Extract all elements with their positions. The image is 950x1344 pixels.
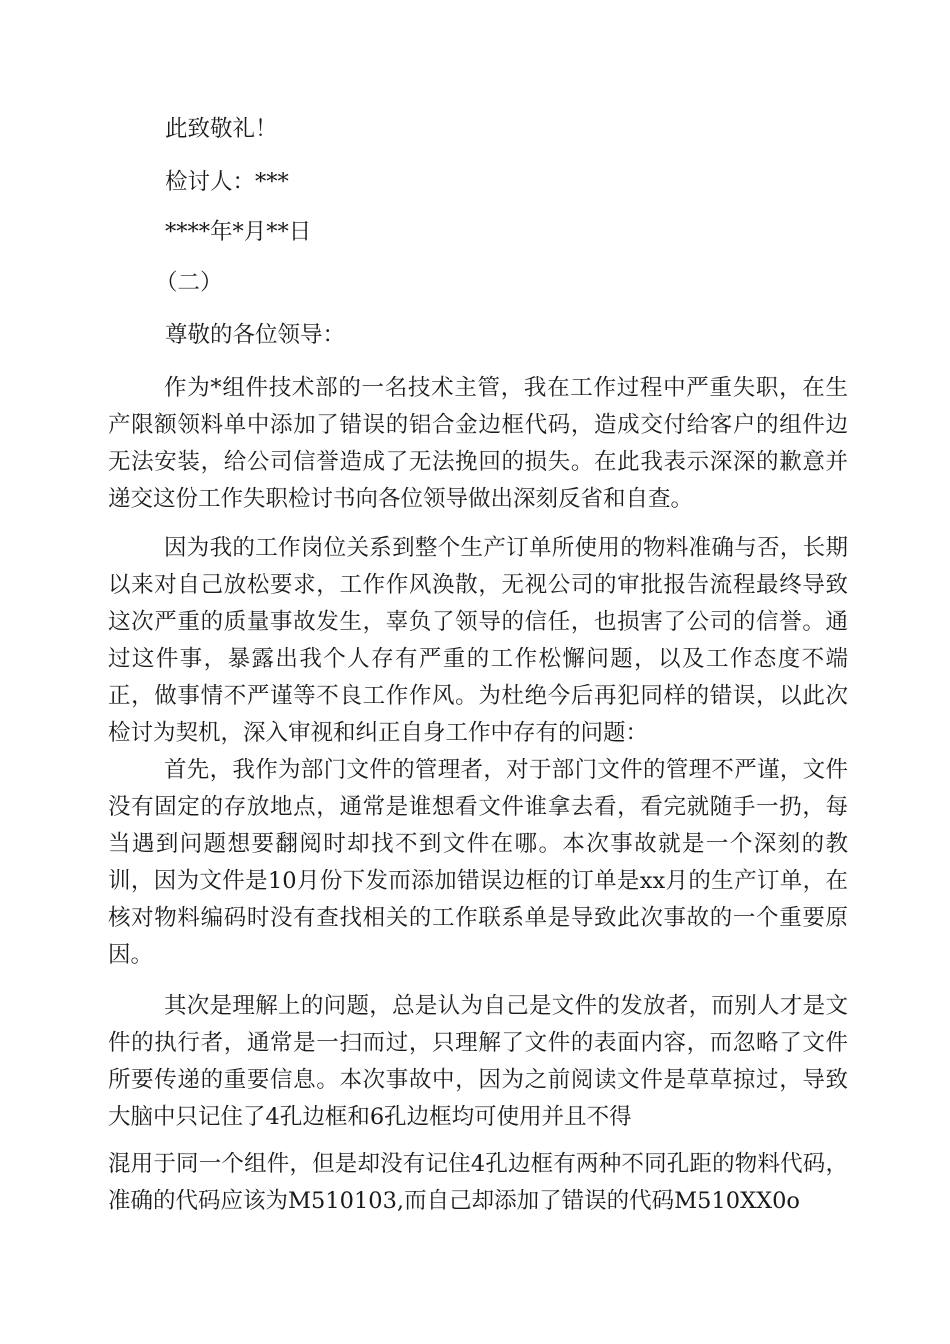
paragraph-continuation: 混用于同一个组件，但是却没有记住4孔边框有两种不同孔距的物料代码，准确的代码应该为M510103,而自己却添加了错误的代码M510XX0o	[108, 1151, 848, 1214]
closing-author: 检讨人：***	[165, 169, 289, 195]
paragraph-1: 作为*组件技术部的一名技术主管，我在工作过程中严重失职，在生产限额领料单中添加了错误的铝合金边框代码，造成交付给客户的组件边无法安装，给公司信誉造成了无法挽回的损失。在此我表示深深的歉意并递交这份工作失职检讨书向各位领导做出深刻反省和自查。	[108, 375, 848, 512]
paragraph-4: 其次是理解上的问题，总是认为自己是文件的发放者，而别人才是文件的执行者，通常是一扫而过，只理解了文件的表面内容，而忽略了文件所要传递的重要信息。本次事故中，因为之前阅读文件是草草掠过，导致大脑中只记住了4孔边框和6孔边框均可使用并且不得	[108, 993, 848, 1130]
paragraph-3: 首先，我作为部门文件的管理者，对于部门文件的管理不严谨，文件没有固定的存放地点，通常是谁想看文件谁拿去看，看完就随手一扔，每当遇到问题想要翻阅时却找不到文件在哪。本次事故就是一个深刻的教训，因为文件是10月份下发而添加错误边框的订单是xx月的生产订单，在核对物料编码时没有查找相关的工作联系单是导致此次事故的一个重要原因。	[108, 757, 848, 968]
paragraph-2: 因为我的工作岗位关系到整个生产订单所使用的物料准确与否，长期以来对自己放松要求，工作作风涣散，无视公司的审批报告流程最终导致这次严重的质量事故发生，辜负了领导的信任，也损害了公司的信誉。通过这件事，暴露出我个人存有严重的工作松懈问题，以及工作态度不端正，做事情不严谨等不良工作作风。为杜绝今后再犯同样的错误，以此次检讨为契机，深入审视和纠正自身工作中存有的问题：	[108, 535, 848, 746]
greeting: 尊敬的各位领导：	[165, 322, 346, 348]
closing-salute: 此致敬礼！	[165, 116, 278, 142]
section-marker: （二）	[155, 270, 223, 296]
closing-date: ****年*月**日	[165, 219, 312, 245]
